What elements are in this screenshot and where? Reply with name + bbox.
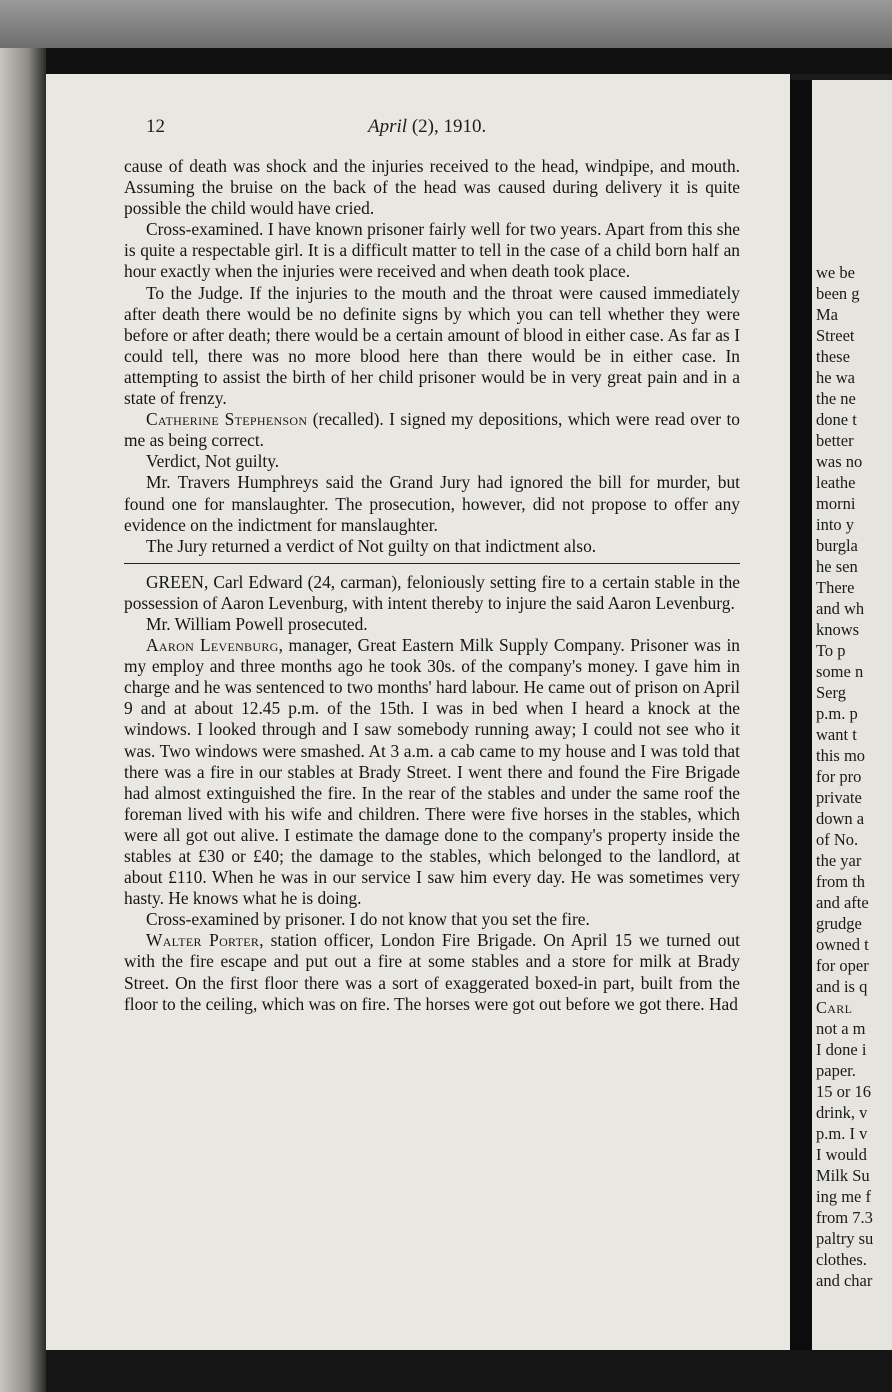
right-page-line: for oper — [816, 956, 869, 975]
right-page-line: ing me f — [816, 1187, 871, 1206]
book-left-edge — [0, 48, 46, 1392]
right-page-line: clothes. — [816, 1250, 867, 1269]
paragraph: Cross-examined by prisoner. I do not know that you set the fire. — [146, 909, 590, 930]
right-page-line: and afte — [816, 893, 869, 912]
witness-name: Aaron Levenburg — [146, 635, 279, 656]
testimony-text: (recalled). I signed my depositions, which were read over to me as being correct. — [124, 409, 741, 451]
right-page-line: Milk Su — [816, 1166, 870, 1185]
right-page-line: want t — [816, 725, 857, 744]
right-page-line: Street — [816, 326, 855, 345]
right-page-line: p.m. I v — [816, 1124, 868, 1143]
right-page-line: for pro — [816, 767, 862, 786]
right-page — [812, 80, 892, 1350]
page-number: 12 — [146, 116, 165, 137]
paragraph: The Jury returned a verdict of Not guilty on that indictment also. — [146, 535, 597, 556]
paragraph: Mr. Travers Humphreys said the Grand Jury had ignored the bill for murder, but found one for manslaughter. The prosecution, however, did not propose to offer any evidence on the indictment for manslaughter. — [124, 472, 740, 535]
testimony-text: , station officer, London Fire Brigade. On April 15 we turned out with the fire escape and put out a fire at some stables and a store for milk at Brady Street. On the first floor there was a sort of exaggerated boxed-in part, built from the floor to the ceiling, which was on fire. The horses were got out before we got there. Had — [124, 930, 740, 1014]
right-page-line: Serg — [816, 683, 846, 702]
right-page-line: knows — [816, 620, 860, 639]
paragraph: Verdict, Not guilty. — [146, 451, 280, 472]
right-page-line: I would — [816, 1145, 867, 1164]
paragraph — [124, 409, 740, 451]
running-head — [146, 116, 706, 144]
witness-name: Catherine Stephenson — [146, 409, 308, 430]
case-divider — [124, 563, 740, 564]
witness-name: Walter Porter — [146, 930, 260, 951]
book-gutter — [790, 80, 812, 1350]
right-page-line: he sen — [816, 557, 858, 576]
paragraph — [124, 930, 740, 1014]
right-page-line: Carl — [816, 998, 853, 1017]
right-page-line: morni — [816, 494, 856, 513]
right-page-line: of No. — [816, 830, 859, 849]
paragraph: Mr. William Powell prosecuted. — [146, 613, 368, 634]
right-page-line: we be — [816, 263, 855, 282]
right-page-line: not a m — [816, 1019, 866, 1038]
right-page-line: these — [816, 347, 850, 366]
right-page-line: owned t — [816, 935, 869, 954]
right-page-line: leathe — [816, 473, 856, 492]
paragraph: To the Judge. If the injuries to the mouth and the throat were caused immediately after death there would be no definite signs by which you can tell whether they were before or after death; there would be a certain amount of blood in either case. As far as I could tell, there was no more blood here than there would be in either case. In attempting to assist the birth of her child prisoner would be in very great pain and in a state of frenzy. — [124, 282, 740, 409]
right-page-line: from 7.3 — [816, 1208, 873, 1227]
right-page-line: paper. — [816, 1061, 856, 1080]
scan-dark-band — [0, 48, 892, 74]
paragraph — [124, 635, 740, 909]
right-page-line: grudge — [816, 914, 862, 933]
right-page-line: and char — [816, 1271, 873, 1290]
right-page-line: burgla — [816, 536, 858, 555]
right-page-line: the ne — [816, 389, 856, 408]
scan-bottom-edge — [46, 1350, 892, 1392]
running-head-date — [368, 116, 486, 138]
right-page-line: There — [816, 578, 855, 597]
right-page-line: 15 or 16 — [816, 1082, 871, 1101]
testimony-text: , manager, Great Eastern Milk Supply Company. Prisoner was in my employ and three months ago he took 30s. of the company's money. I gave him in charge and he was sentenced to two months' hard labour. He came out of prison on April 9 and at about 12.45 p.m. of the 15th. I was in bed when I heard a knock at the windows. I looked through and I saw somebody running away; I could not see who it was. Two windows were smashed. At 3 a.m. a cab came to my house and I was told that there was a fire in our stables at Brady Street. I went there and found the Fire Brigade had almost extinguished the fire. In the rear of the stables and under the same roof the foreman lived with his wife and children. There were five horses in the stables, which were all got out alive. I estimate the damage done to the company's property inside the stables at £30 or £40; the damage to the stables, which belonged to the landlord, at about £110. When he was in our service I saw him every day. He was sometimes very hasty. He knows what he is doing. — [124, 635, 740, 909]
right-page-line: was no — [816, 452, 863, 471]
right-page-line: drink, v — [816, 1103, 868, 1122]
right-page-line: from th — [816, 872, 866, 891]
right-page-line: I done i — [816, 1040, 867, 1059]
scan-top-edge — [0, 0, 892, 48]
right-page-line: into y — [816, 515, 855, 534]
right-page-line: the yar — [816, 851, 862, 870]
right-page-line: this mo — [816, 746, 866, 765]
paragraph: Cross-examined. I have known prisoner fairly well for two years. Apart from this she is quite a respectable girl. It is a difficult matter to tell in the case of a child born half an hour exactly when the injuries were received and when death took place. — [124, 219, 740, 282]
right-page-line: private — [816, 788, 862, 807]
running-head-date-rest: (2), 1910. — [411, 116, 487, 137]
paragraph: cause of death was shock and the injuries received to the head, windpipe, and mouth. Assuming the bruise on the back of the head was caused during delivery it is quite possible the child would have cried. — [124, 156, 740, 219]
right-page-line: better — [816, 431, 854, 450]
case-heading: GREEN, Carl Edward (24, carman), feloniously setting fire to a certain stable in the possession of Aaron Levenburg, with intent thereby to injure the said Aaron Levenburg. — [124, 571, 740, 613]
right-page-text — [816, 262, 873, 1291]
right-page-line: and is q — [816, 977, 868, 996]
right-page-line: he wa — [816, 368, 855, 387]
right-page-line: p.m. p — [816, 704, 858, 723]
right-page-line: paltry su — [816, 1229, 874, 1248]
right-page-line: some n — [816, 662, 864, 681]
right-page-line: down a — [816, 809, 865, 828]
right-page-line: Ma — [816, 305, 838, 324]
body-text — [124, 156, 740, 1015]
running-head-month: April — [368, 116, 408, 137]
right-page-line: done t — [816, 410, 857, 429]
right-page-line: and wh — [816, 599, 865, 618]
right-page-line: been g — [816, 284, 860, 303]
right-page-line: To p — [816, 641, 846, 660]
